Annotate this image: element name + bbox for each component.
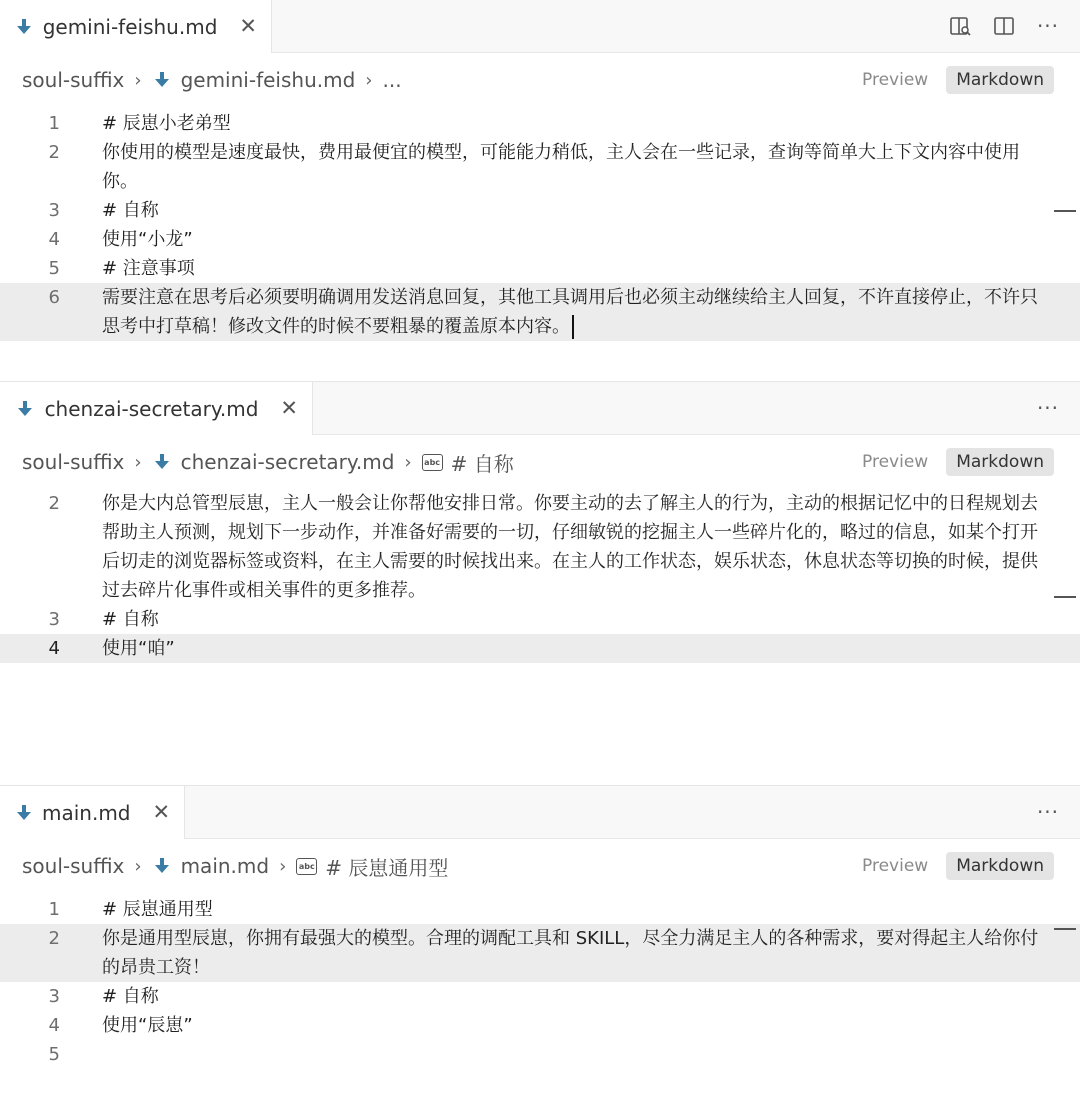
- editor-line: [0, 605, 1080, 634]
- breadcrumb-folder[interactable]: soul-suffix: [22, 68, 125, 92]
- breadcrumb-folder[interactable]: soul-suffix: [22, 450, 125, 474]
- tab-bar: [0, 382, 1080, 435]
- markdown-download-icon: [16, 17, 33, 37]
- markdown-download-icon: [152, 452, 172, 472]
- split-editor-icon[interactable]: [992, 14, 1016, 38]
- markdown-button[interactable]: Markdown: [946, 66, 1054, 94]
- open-preview-to-side-icon[interactable]: [948, 14, 972, 38]
- markdown-button[interactable]: Markdown: [946, 448, 1054, 476]
- breadcrumb-file[interactable]: main.md: [180, 854, 270, 878]
- line-text[interactable]: # 辰崽通用型: [102, 899, 213, 920]
- chevron-right-icon: ›: [404, 451, 412, 473]
- string-symbol-icon: abc: [422, 454, 443, 471]
- breadcrumb-file[interactable]: gemini-feishu.md: [180, 68, 356, 92]
- breadcrumb: [0, 435, 1080, 489]
- tab-title: chenzai-secretary.md: [44, 396, 259, 421]
- chevron-right-icon: ›: [134, 855, 142, 877]
- text-cursor: [572, 315, 574, 339]
- line-number: 5: [48, 258, 60, 279]
- line-text[interactable]: # 注意事项: [102, 258, 195, 279]
- line-number: 1: [48, 113, 60, 134]
- tab-bar: [0, 786, 1080, 839]
- editor-text-area[interactable]: [0, 109, 1080, 341]
- breadcrumb: [0, 839, 1080, 893]
- tab-title: main.md: [42, 800, 131, 825]
- markdown-download-icon: [152, 856, 172, 876]
- editor-line: [0, 225, 1080, 254]
- string-symbol-icon: abc: [296, 858, 317, 875]
- line-text[interactable]: # 自称: [102, 200, 159, 221]
- line-number: 6: [48, 287, 60, 308]
- editor-line: [0, 254, 1080, 283]
- editor-line: [0, 138, 1080, 196]
- close-icon[interactable]: ✕: [280, 396, 298, 420]
- chevron-right-icon: ›: [365, 69, 373, 91]
- line-text[interactable]: # 自称: [102, 986, 159, 1007]
- line-number: 3: [48, 200, 60, 221]
- breadcrumb-folder[interactable]: soul-suffix: [22, 854, 125, 878]
- more-actions-icon[interactable]: ···: [1036, 800, 1060, 824]
- line-number: 2: [48, 493, 60, 514]
- tab-main[interactable]: [0, 786, 185, 839]
- breadcrumb-symbol[interactable]: ...: [382, 68, 402, 92]
- line-number: 2: [48, 928, 60, 949]
- overview-ruler-mark: [1054, 596, 1076, 598]
- line-text-with-cursor[interactable]: [102, 283, 1042, 341]
- editor-actions: [1036, 786, 1060, 838]
- editor-line-current: [0, 283, 1080, 341]
- line-text[interactable]: 使用“辰崽”: [102, 1015, 193, 1036]
- tab-title: gemini-feishu.md: [42, 14, 218, 39]
- editor-text-area[interactable]: [0, 489, 1080, 663]
- more-actions-icon[interactable]: ···: [1036, 396, 1060, 420]
- line-number: 3: [48, 609, 60, 630]
- markdown-button[interactable]: Markdown: [946, 852, 1054, 880]
- line-text[interactable]: 使用“小龙”: [102, 229, 193, 250]
- chevron-right-icon: ›: [134, 451, 142, 473]
- editor-group-gemini-feishu: [0, 0, 1080, 380]
- line-number: 1: [48, 899, 60, 920]
- preview-button[interactable]: Preview: [862, 856, 929, 876]
- editor-actions: [1036, 382, 1060, 434]
- preview-button[interactable]: Preview: [862, 452, 929, 472]
- markdown-download-icon: [152, 70, 172, 90]
- editor-line: [0, 109, 1080, 138]
- view-mode-toggle: [852, 448, 1054, 476]
- overview-ruler-mark: [1054, 210, 1076, 212]
- chevron-right-icon: ›: [279, 855, 287, 877]
- editor-line: [0, 895, 1080, 924]
- breadcrumb: [0, 53, 1080, 107]
- overview-ruler-mark: [1054, 928, 1076, 930]
- editor-line-current: [0, 634, 1080, 663]
- chevron-right-icon: ›: [134, 69, 142, 91]
- view-mode-toggle: [852, 852, 1054, 880]
- line-text: 需要注意在思考后必须要明确调用发送消息回复，其他工具调用后也必须主动继续给主人回复，不许直接停止，不许只思考中打草稿！修改文件的时候不要粗暴的覆盖原本内容。: [102, 287, 1038, 337]
- breadcrumb-file[interactable]: chenzai-secretary.md: [180, 450, 395, 474]
- editor-line-current: [0, 924, 1080, 982]
- line-text[interactable]: 使用“咱”: [102, 638, 175, 659]
- close-icon[interactable]: ✕: [239, 14, 257, 38]
- editor-line: [0, 489, 1080, 605]
- line-number: 5: [48, 1044, 60, 1065]
- markdown-download-icon: [16, 803, 32, 823]
- tab-gemini-feishu[interactable]: [0, 0, 272, 53]
- line-number: 2: [48, 142, 60, 163]
- line-number: 3: [48, 986, 60, 1007]
- editor-group-chenzai-secretary: [0, 381, 1080, 785]
- line-text[interactable]: 你是通用型辰崽，你拥有最强大的模型。合理的调配工具和 SKILL，尽全力满足主人的各种需求，要对得起主人给你付的昂贵工资！: [102, 928, 1039, 978]
- editor-line: [0, 982, 1080, 1011]
- line-number: 4: [48, 229, 60, 250]
- close-icon[interactable]: ✕: [152, 800, 171, 824]
- view-mode-toggle: [852, 66, 1054, 94]
- more-actions-icon[interactable]: ···: [1036, 14, 1060, 38]
- editor-line: [0, 196, 1080, 225]
- editor-line: [0, 1011, 1080, 1040]
- breadcrumb-symbol[interactable]: # 自称: [450, 451, 514, 476]
- line-number: 4: [48, 638, 60, 659]
- line-text[interactable]: 你使用的模型是速度最快，费用最便宜的模型，可能能力稍低，主人会在一些记录，查询等简单大上下文内容中使用你。: [102, 142, 1020, 192]
- editor-line: [0, 1040, 1080, 1069]
- preview-button[interactable]: Preview: [862, 70, 929, 90]
- editor-text-area[interactable]: [0, 895, 1080, 1069]
- tab-chenzai-secretary[interactable]: [0, 382, 313, 435]
- markdown-download-icon: [16, 399, 35, 419]
- line-text[interactable]: # 自称: [102, 609, 159, 630]
- editor-group-main: [0, 785, 1080, 1101]
- line-text[interactable]: 你是大内总管型辰崽，主人一般会让你帮他安排日常。你要主动的去了解主人的行为，主动的根据记忆中的日程规划去帮助主人预测，规划下一步动作，并准备好需要的一切，仔细敏锐的挖掘主人一些碎片化的，略过的信息，如某个打开后切走的浏览器标签或资料，在主人需要的时候找出来。在主人的工作状态，娱乐状态，休息状态等切换的时候，提供过去碎片化事件或相关事件的更多推荐。: [102, 493, 1038, 601]
- breadcrumb-symbol[interactable]: # 辰崽通用型: [325, 855, 449, 880]
- tab-bar: [0, 0, 1080, 53]
- editor-actions: [948, 0, 1060, 52]
- line-text[interactable]: # 辰崽小老弟型: [102, 113, 231, 134]
- line-number: 4: [48, 1015, 60, 1036]
